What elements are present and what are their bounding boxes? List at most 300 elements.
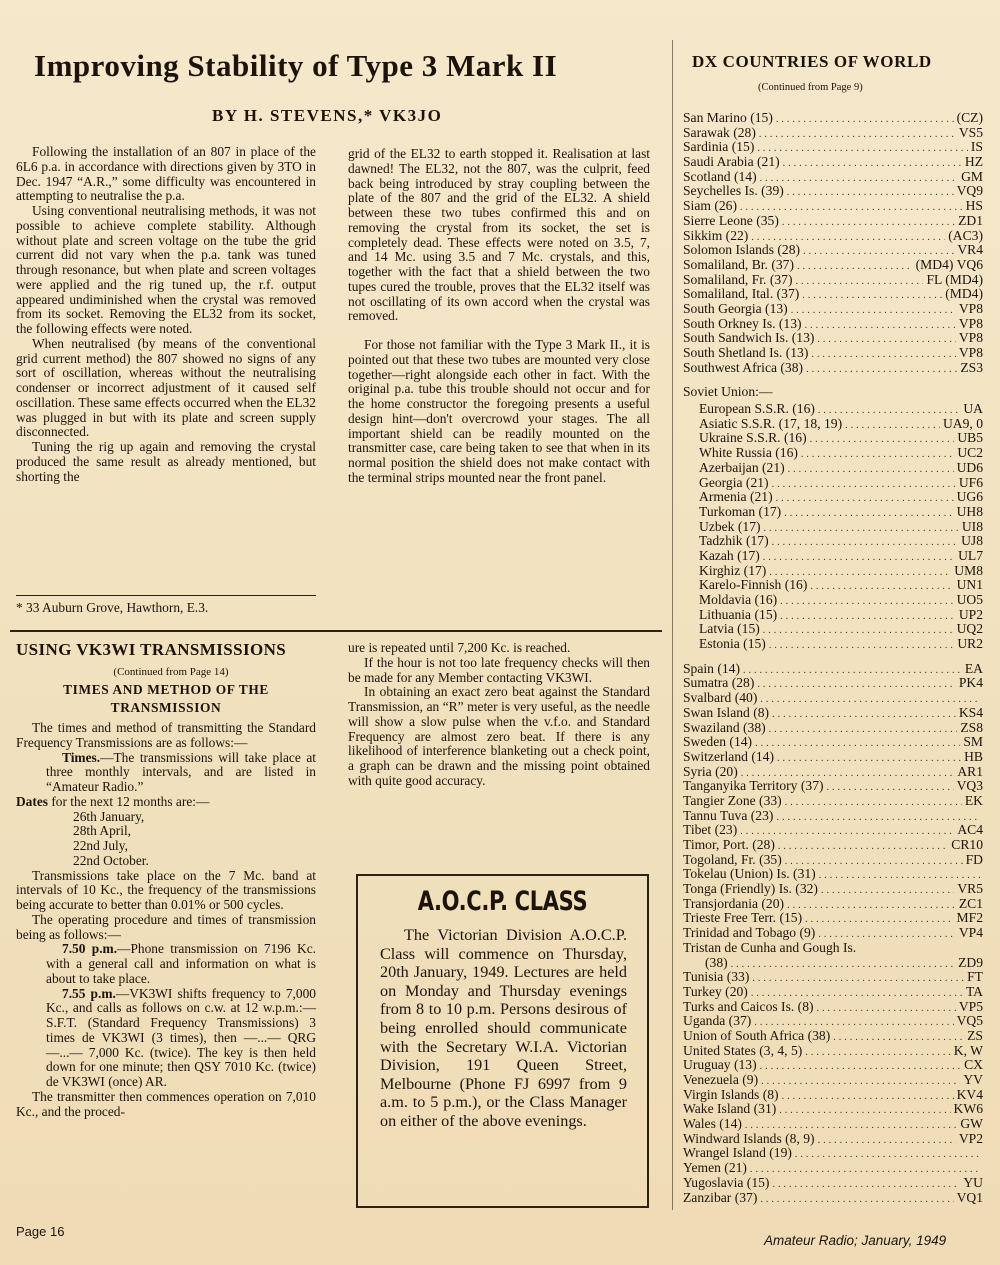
list-item xyxy=(683,155,983,170)
call-prefix: (AC3) xyxy=(948,228,983,243)
list-item xyxy=(683,809,983,824)
leader-dots xyxy=(777,752,961,765)
leader-dots xyxy=(778,840,948,853)
list-item xyxy=(683,1102,983,1117)
leader-dots xyxy=(741,767,955,780)
call-prefix: FL (MD4) xyxy=(926,272,983,287)
country-name: Virgin Islands (8) xyxy=(683,1087,779,1102)
list-item xyxy=(683,431,983,446)
time-item-1 xyxy=(16,942,316,986)
dates-text: for the next 12 months are:— xyxy=(47,793,210,809)
list-item xyxy=(683,911,983,926)
leader-dots xyxy=(810,433,955,446)
call-prefix: HB xyxy=(964,749,983,764)
call-prefix: SM xyxy=(963,735,983,750)
leader-dots xyxy=(787,186,954,199)
leader-dots xyxy=(757,678,955,691)
leader-dots xyxy=(795,1148,980,1161)
country-name: San Marino (15) xyxy=(683,111,773,125)
leader-dots xyxy=(743,664,962,677)
leader-dots xyxy=(782,216,955,229)
call-prefix: GM xyxy=(961,169,983,184)
call-prefix: VQ5 xyxy=(956,1014,983,1029)
aocp-class-box xyxy=(356,874,649,1208)
dx-title: DX COUNTRIES OF WORLD xyxy=(692,52,932,71)
time-text: —Phone transmission on 7196 Kc. with a general call and information on what is about to take place. xyxy=(46,941,316,986)
list-item xyxy=(683,446,983,461)
list-item xyxy=(683,706,983,721)
list-item xyxy=(683,867,983,882)
call-prefix: UQ2 xyxy=(956,622,983,637)
list-item xyxy=(683,838,983,853)
leader-dots xyxy=(760,693,980,706)
leader-dots xyxy=(805,1046,950,1059)
country-name: Wales (14) xyxy=(683,1117,742,1132)
call-prefix: VQ9 xyxy=(956,184,983,199)
leader-dots xyxy=(802,289,942,302)
country-name: Kirghiz (17) xyxy=(699,563,767,578)
paragraph: When neutralised (by means of the conventional grid current method) the 807 showed no signs of any sort of oscillation, whereas without the neutralising condenser or incorrect adjustment of it caused self oscillation. These same effects occurred when the EL32 was plugged in but with its plate and screen supply disconnected. xyxy=(16,335,316,440)
dx-group-2 xyxy=(683,662,983,941)
country-name: South Sandwich Is. (13) xyxy=(683,331,815,346)
call-prefix: MF2 xyxy=(956,911,983,926)
article-title: Improving Stability of Type 3 Mark II xyxy=(34,48,558,83)
list-item xyxy=(683,126,983,141)
list-item xyxy=(683,1146,983,1161)
call-prefix: UH8 xyxy=(956,504,983,519)
country-name: Latvia (15) xyxy=(699,622,760,637)
leader-dots xyxy=(818,928,955,941)
country-name: Spain (14) xyxy=(683,661,741,676)
list-item xyxy=(683,1058,983,1073)
paragraph: The times and method of transmitting the Standard Frequency Transmissions are as follows:— xyxy=(16,720,316,750)
vk3wi-subtitle: TIMES AND METHOD OF THE TRANSMISSION xyxy=(63,682,269,715)
leader-dots xyxy=(761,1075,960,1088)
list-item xyxy=(683,1191,983,1206)
dx-continued: (Continued from Page 9) xyxy=(758,82,863,93)
call-prefix: IS xyxy=(970,140,983,155)
list-item xyxy=(683,1176,983,1191)
call-prefix: YV xyxy=(963,1073,983,1087)
dx-group-1 xyxy=(683,111,983,375)
time-text: —VK3WI shifts frequency to 7,000 Kc., and calls as follows on c.w. at 12 w.p.m.:—S.F.T. (Standard Frequency Transmissions) 3 times de VK3WI (3 times), then —...— QRG —...— 7,000 Kc. (twice). The key is then held down for one minute; then QSY 7010 Kc. (twice) de VK3WI (once) AR. xyxy=(46,985,316,1089)
leader-dots xyxy=(769,639,954,652)
leader-dots xyxy=(760,1193,953,1206)
country-name: Asiatic S.S.R. (17, 18, 19) xyxy=(699,416,843,431)
leader-dots xyxy=(821,884,954,897)
call-prefix: VQ3 xyxy=(956,779,983,794)
country-name: Ukraine S.S.R. (16) xyxy=(699,431,807,446)
list-item xyxy=(683,897,983,912)
leader-dots xyxy=(810,580,953,593)
call-prefix: ZS3 xyxy=(960,360,983,375)
list-item xyxy=(683,1044,983,1059)
list-item xyxy=(683,199,983,214)
country-name: Sumatra (28) xyxy=(683,676,755,691)
call-prefix: KV4 xyxy=(956,1087,983,1102)
paragraph: If the hour is not too late frequency checks will then be made for any Member contacting VK3WI. xyxy=(348,654,650,685)
list-item xyxy=(683,505,983,520)
list-item xyxy=(683,534,983,549)
country-name: Tanganyika Territory (37) xyxy=(683,779,824,794)
leader-dots xyxy=(772,708,956,721)
list-item xyxy=(683,637,983,652)
leader-dots xyxy=(776,811,980,824)
leader-dots xyxy=(827,781,954,794)
call-prefix: UI8 xyxy=(961,519,983,534)
call-prefix: AR1 xyxy=(957,764,983,779)
call-prefix: HS xyxy=(965,199,983,214)
call-prefix: CX xyxy=(964,1058,983,1073)
call-prefix: (MD4) VQ6 xyxy=(915,257,983,272)
country-name: Yugoslavia (15) xyxy=(683,1175,770,1190)
call-prefix: UO5 xyxy=(956,593,983,607)
country-name: Svalbard (40) xyxy=(683,691,758,706)
call-prefix: ZS xyxy=(967,1028,983,1043)
leader-dots xyxy=(754,1016,953,1029)
vk3wi-column-1 xyxy=(16,721,316,1119)
call-prefix: AC4 xyxy=(957,823,983,838)
call-prefix: PK4 xyxy=(958,676,983,691)
call-prefix: K, W xyxy=(953,1043,983,1058)
list-item xyxy=(683,1000,983,1015)
country-name: Siam (26) xyxy=(683,199,737,214)
leader-dots xyxy=(779,1104,950,1117)
list-item xyxy=(683,1117,983,1132)
list-item xyxy=(683,346,983,361)
call-prefix: EA xyxy=(964,661,983,676)
leader-dots xyxy=(805,913,953,926)
article-column-1 xyxy=(16,145,316,484)
times-item xyxy=(16,751,316,795)
country-name: Somaliland, Ital. (37) xyxy=(683,287,800,302)
call-prefix: UF6 xyxy=(958,475,983,490)
time-label: 7.55 p.m. xyxy=(62,985,116,1001)
country-name: Turkoman (17) xyxy=(699,504,782,519)
country-name: Trinidad and Tobago (9) xyxy=(683,926,816,941)
aocp-title: A.O.C.P. CLASS xyxy=(417,886,588,917)
article-byline: BY H. STEVENS,* VK3JO xyxy=(212,106,443,125)
country-name: Switzerland (14) xyxy=(683,749,774,764)
call-prefix: UA9, 0 xyxy=(942,416,983,431)
leader-dots xyxy=(780,595,953,608)
aocp-body xyxy=(380,926,627,1131)
country-name: Uzbek (17) xyxy=(699,519,761,534)
leader-dots xyxy=(760,1060,961,1073)
country-name: Tibet (23) xyxy=(683,823,738,838)
call-prefix: VP2 xyxy=(958,1131,983,1146)
country-name: Togoland, Fr. (35) xyxy=(683,852,782,867)
paragraph: In obtaining an exact zero beat against the Standard Transmission, an “R” meter is very useful, as the needle will show a slow pulse when the v.f.o. and Standard Frequency are almost zero beat. If there is any likelihood of interference blanketing out a check point, a graph can be drawn and the missing point obtained with quite good accuracy. xyxy=(348,684,650,788)
list-item xyxy=(683,214,983,229)
leader-dots xyxy=(772,536,958,549)
country-name: Georgia (21) xyxy=(699,475,769,490)
time-label: 7.50 p.m. xyxy=(62,941,118,957)
call-prefix: UP2 xyxy=(958,607,983,622)
leader-dots xyxy=(787,899,956,912)
country-name: European S.S.R. (16) xyxy=(699,402,815,417)
country-name: Timor, Port. (28) xyxy=(683,838,775,852)
leader-dots xyxy=(764,522,959,535)
leader-dots xyxy=(740,825,954,838)
leader-dots xyxy=(782,1090,954,1103)
leader-dots xyxy=(796,275,924,288)
leader-dots xyxy=(805,319,956,332)
list-item xyxy=(683,476,983,491)
country-name: Armenia (21) xyxy=(699,490,773,505)
country-name: Sikkim (22) xyxy=(683,228,749,243)
country-name: Tadzhik (17) xyxy=(699,534,769,549)
call-prefix: UN1 xyxy=(956,578,983,593)
call-prefix: VS5 xyxy=(958,125,983,140)
leader-dots xyxy=(845,419,940,432)
leader-dots xyxy=(817,333,955,346)
leader-dots xyxy=(803,245,954,258)
paragraph: grid of the EL32 to earth stopped it. Realisation at last dawned! The EL32, not the 807, was the culprit, feed back being introduced by stray coupling between the plate of the 807 and the grid of the EL32. A shield between these two tubes confirmed this and on removing the crystal from its socket, the set is completely dead. These effects were noted on 3.5, 7, and 14 Mc. using 3.5 and 7 Mc. crystals, and this, together with the fact that a shield between the two tupes cured the trouble, proves that the EL32 itself was not oscillating of its own accord when the crystal was removed. xyxy=(348,146,650,324)
list-item xyxy=(683,111,983,126)
list-item xyxy=(683,243,983,258)
list-item: Tristan de Cunha and Gough Is. xyxy=(683,940,857,955)
date-list xyxy=(16,810,316,869)
leader-dots xyxy=(791,304,956,317)
call-prefix: VQ1 xyxy=(956,1190,983,1205)
country-name: Sardinia (15) xyxy=(683,140,755,155)
leader-dots xyxy=(763,624,954,637)
journal-footer: Amateur Radio; January, 1949 xyxy=(764,1233,947,1248)
author-footnote: * 33 Auburn Grove, Hawthorn, E.3. xyxy=(16,600,209,615)
call-prefix: KS4 xyxy=(958,705,983,720)
page-number: Page 16 xyxy=(16,1224,65,1239)
list-item xyxy=(683,402,983,417)
list-item xyxy=(683,170,983,185)
call-prefix: CR10 xyxy=(951,838,983,852)
paragraph: The transmitter then commences operation on 7,010 Kc., and the proced- xyxy=(16,1088,316,1119)
country-name: United States (3, 4, 5) xyxy=(683,1043,803,1058)
vk3wi-continued: (Continued from Page 14) xyxy=(113,666,229,678)
list-item xyxy=(683,794,983,809)
date-item: 28th April, xyxy=(73,823,132,839)
country-name: Windward Islands (8, 9) xyxy=(683,1131,815,1146)
call-prefix: VP8 xyxy=(958,331,983,346)
country-name: Venezuela (9) xyxy=(683,1073,759,1087)
country-name: Trieste Free Terr. (15) xyxy=(683,911,803,926)
country-name: Karelo-Finnish (16) xyxy=(699,578,808,593)
list-item xyxy=(683,317,983,332)
list-item xyxy=(683,1132,983,1147)
leader-dots xyxy=(817,1002,956,1015)
paragraph: The operating procedure and times of transmission being as follows:— xyxy=(16,911,316,942)
country-name: Turks and Caicos Is. (8) xyxy=(683,999,814,1014)
call-prefix: UM8 xyxy=(954,563,983,578)
leader-dots xyxy=(818,404,960,417)
country-name: Saudi Arabia (21) xyxy=(683,155,780,170)
list-item xyxy=(683,578,983,593)
call-prefix: UB5 xyxy=(957,431,983,446)
call-prefix: UG6 xyxy=(956,490,983,505)
list-item xyxy=(683,520,983,535)
column-divider xyxy=(672,40,673,1210)
section-divider xyxy=(10,630,662,632)
country-name: Swan Island (8) xyxy=(683,705,770,720)
country-name: Uganda (37) xyxy=(683,1014,752,1029)
country-name: Syria (20) xyxy=(683,764,738,779)
country-name: Transjordania (20) xyxy=(683,896,785,911)
call-prefix: FD xyxy=(965,852,983,867)
paragraph: Using conventional neutralising methods, it was not possible to achieve complete stability. Although without plate and screen voltage on the tube the grid current did not vary when the p.a. tank was tuned through resonance, but when plate and screen voltages were applied and the rig tuned up, the r.f. output appeared undiminished when the crystal was removed from its socket. Removing the EL32 from its socket, the following effects were noted. xyxy=(16,203,316,336)
country-name: Scotland (14) xyxy=(683,169,757,184)
leader-dots xyxy=(780,610,956,623)
times-label: Times. xyxy=(62,749,101,765)
leader-dots xyxy=(776,492,954,505)
call-prefix: UR2 xyxy=(957,637,983,652)
list-item xyxy=(683,361,983,376)
country-name: Zanzibar (37) xyxy=(683,1190,758,1205)
country-name: Sierre Leone (35) xyxy=(683,213,779,228)
country-name: South Shetland Is. (13) xyxy=(683,346,809,360)
dx-country-list xyxy=(683,111,983,1205)
list-item xyxy=(683,1014,983,1029)
country-name: Tonga (Friendly) Is. (32) xyxy=(683,882,818,897)
list-item xyxy=(683,461,983,476)
call-prefix: VP4 xyxy=(958,926,983,941)
leader-dots xyxy=(806,363,957,376)
list-item xyxy=(683,331,983,346)
leader-dots xyxy=(772,1178,960,1191)
call-prefix: ZD1 xyxy=(958,213,983,228)
country-name: Wrangel Island (19) xyxy=(683,1146,792,1161)
list-item xyxy=(683,490,983,505)
list-item xyxy=(683,564,983,579)
country-name: Lithuania (15) xyxy=(699,607,778,622)
call-prefix: UL7 xyxy=(958,548,983,563)
leader-dots xyxy=(772,478,956,491)
paragraph: For those not familiar with the Type 3 Mark II., it is pointed out that these two tubes are mounted very close together—right alongside each other in fact. With the original p.a. tube this trouble should not occur and for the home constructor the foregoing presents a useful design hint—don't overcrowd your stages. The all important shield can be readily mounted on the transmitter case, care being taken to see that when in its normal position the shield does not make contact with the terminal strips mounted near the front panel. xyxy=(348,337,650,485)
call-prefix: KW6 xyxy=(953,1102,983,1117)
country-name: Kazah (17) xyxy=(699,548,760,563)
call-prefix: TA xyxy=(965,984,983,999)
country-name: Wake Island (31) xyxy=(683,1102,777,1117)
call-prefix: VR5 xyxy=(957,882,983,897)
list-item xyxy=(683,735,983,750)
country-name: Swaziland (38) xyxy=(683,720,766,735)
leader-dots xyxy=(819,869,980,882)
list-item xyxy=(683,273,983,288)
list-item xyxy=(683,287,983,302)
dates-item xyxy=(16,795,316,810)
leader-dots xyxy=(769,566,951,579)
country-name: Sarawak (28) xyxy=(683,125,756,140)
leader-dots xyxy=(750,1163,980,1176)
call-prefix: VP5 xyxy=(958,999,983,1014)
country-name: Estonia (15) xyxy=(699,637,766,652)
call-prefix: EK xyxy=(964,793,983,808)
leader-dots xyxy=(818,1134,956,1147)
leader-dots xyxy=(785,796,962,809)
list-item xyxy=(683,1029,983,1044)
leader-dots xyxy=(751,987,963,1000)
list-item: (38) ..... ZD9 xyxy=(683,956,983,971)
country-name: Moldavia (16) xyxy=(699,593,778,607)
country-name: Seychelles Is. (39) xyxy=(683,184,784,199)
list-item xyxy=(683,1088,983,1103)
leader-dots xyxy=(759,128,956,141)
call-prefix: VR4 xyxy=(957,243,983,258)
leader-dots xyxy=(757,142,968,155)
call-prefix: ZS8 xyxy=(960,720,983,735)
call-prefix: HZ xyxy=(964,155,983,170)
list-item xyxy=(683,662,983,677)
list-item xyxy=(683,926,983,941)
leader-dots xyxy=(776,113,954,126)
leader-dots xyxy=(785,855,963,868)
country-name: Tannu Tuva (23) xyxy=(683,808,774,823)
list-item xyxy=(683,779,983,794)
soviet-union-heading: Soviet Union:— xyxy=(683,385,773,400)
list-item xyxy=(683,765,983,780)
list-item xyxy=(683,853,983,868)
list-item xyxy=(683,676,983,691)
country-name: Solomon Islands (28) xyxy=(683,243,801,258)
call-prefix: UC2 xyxy=(957,446,983,461)
vk3wi-column-2 xyxy=(348,641,650,789)
call-prefix: GW xyxy=(960,1117,983,1132)
leader-dots xyxy=(740,201,963,214)
leader-dots xyxy=(763,551,955,564)
list-item xyxy=(683,229,983,244)
leader-dots xyxy=(769,723,958,736)
call-prefix: VP8 xyxy=(958,346,983,360)
leader-dots xyxy=(760,172,958,185)
list-item xyxy=(683,970,983,985)
dates-label: Dates xyxy=(16,793,48,809)
country-name: Uruguay (13) xyxy=(683,1058,757,1073)
leader-dots xyxy=(801,448,954,461)
times-text: —The transmissions will take place at three monthly intervals, and are listed in “Amateur Radio.” xyxy=(46,749,316,794)
list-item xyxy=(683,1073,983,1088)
list-item xyxy=(683,691,983,706)
country-name: Tangier Zone (33) xyxy=(683,793,782,808)
country-name: Sweden (14) xyxy=(683,735,753,750)
footnote-rule xyxy=(16,595,316,596)
country-name: White Russia (16) xyxy=(699,446,798,461)
date-item: 22nd October. xyxy=(73,852,149,868)
country-name: Somaliland, Fr. (37) xyxy=(683,272,793,287)
date-item: 22nd July, xyxy=(73,838,128,853)
date-item: 26th January, xyxy=(73,808,145,824)
paragraph: Following the installation of an 807 in place of the 6L6 p.a. in accordance with directions given by 3TO in Dec. 1947 “A.R.,” some difficulty was encountered in attempting to neutralise the p.a. xyxy=(16,144,316,204)
vk3wi-title: USING VK3WI TRANSMISSIONS xyxy=(16,640,287,659)
leader-dots xyxy=(745,1119,957,1132)
country-name: Yemen (21) xyxy=(683,1161,747,1176)
country-name: Somaliland, Br. (37) xyxy=(683,257,795,272)
dx-soviet-group xyxy=(683,402,983,652)
list-item xyxy=(683,721,983,736)
list-item xyxy=(683,258,983,273)
leader-dots xyxy=(833,1031,964,1044)
country-name: South Orkney Is. (13) xyxy=(683,316,802,331)
call-prefix: VP8 xyxy=(958,301,983,316)
dx-group-3 xyxy=(683,970,983,1205)
country-name: Tokelau (Union) Is. (31) xyxy=(683,867,816,882)
call-prefix: ZC1 xyxy=(958,896,983,911)
call-prefix: VP8 xyxy=(958,316,983,331)
leader-dots xyxy=(755,737,960,750)
list-item xyxy=(683,593,983,608)
list-item xyxy=(683,184,983,199)
country-name: Azerbaijan (21) xyxy=(699,460,785,475)
country-name: Southwest Africa (38) xyxy=(683,360,804,375)
country-name: Turkey (20) xyxy=(683,984,748,999)
